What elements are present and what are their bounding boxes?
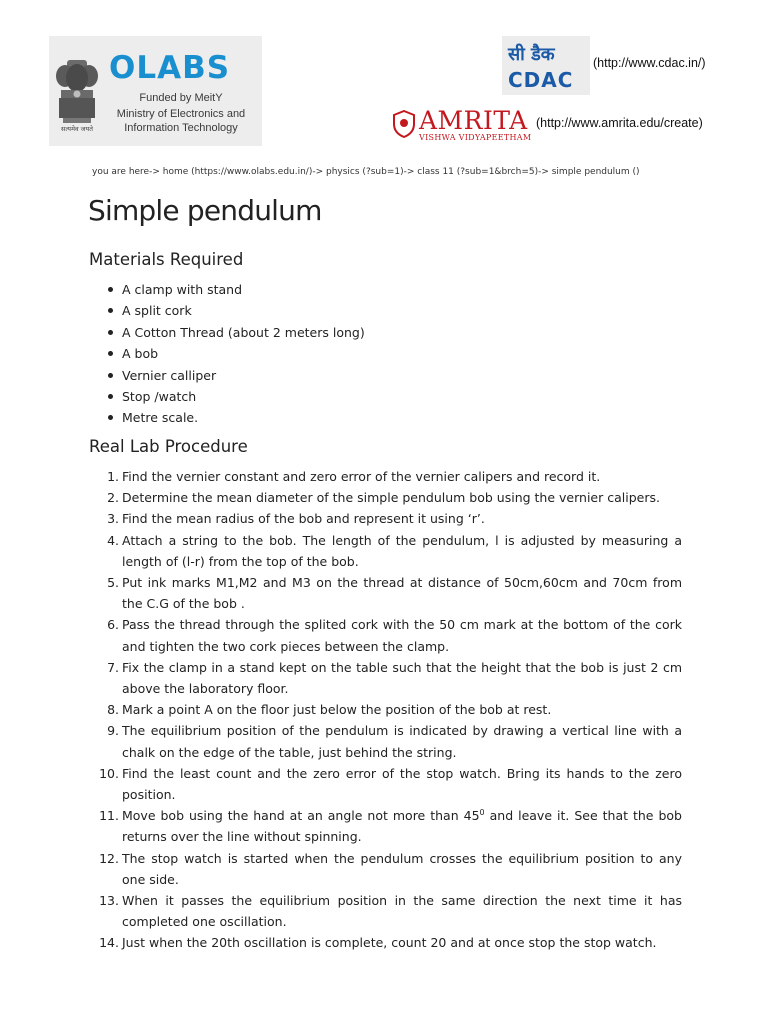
breadcrumb[interactable]: you are here-> home (https://www.olabs.edu.in/)-> physics (?sub=1)-> class 11 (?sub=1&brch=5)-> simple pendulum () bbox=[92, 167, 640, 177]
step-text: When it passes the equilibrium position in the same direction the next time it has completed one oscillation. bbox=[122, 893, 682, 930]
procedure-step bbox=[90, 508, 682, 529]
step-text: The equilibrium position of the pendulum is indicated by drawing a vertical line with a chalk on the edge of the table, just behind the string. bbox=[122, 723, 682, 760]
procedure-step bbox=[90, 572, 682, 614]
ministry-line-1: Ministry of Electronics and bbox=[116, 108, 246, 120]
procedure-step bbox=[90, 699, 682, 720]
step-text: Find the vernier constant and zero error of the vernier calipers and record it. bbox=[122, 469, 601, 484]
step-text: Fix the clamp in a stand kept on the table such that the height that the bob is just 2 cm above the laboratory floor. bbox=[122, 659, 682, 697]
step-number: 3. bbox=[107, 511, 119, 527]
cdac-latin-text: CDAC bbox=[508, 68, 574, 92]
amrita-name: AMRITA bbox=[419, 106, 528, 135]
materials-heading: Materials Required bbox=[89, 250, 244, 269]
step-text: Just when the 20th oscillation is complete, count 20 and at once stop the stop watch. bbox=[122, 935, 657, 951]
amrita-subtitle: VISHWA VIDYAPEETHAM bbox=[419, 133, 532, 142]
material-item: Stop /watch bbox=[90, 386, 365, 407]
step-text: The stop watch is started when the pendulum crosses the equilibrium position to any one side. bbox=[122, 850, 682, 887]
materials-list bbox=[90, 279, 365, 429]
step-number: 6. bbox=[107, 617, 119, 633]
procedure-step bbox=[90, 487, 682, 508]
material-item: A bob bbox=[90, 343, 365, 364]
cdac-link[interactable]: (http://www.cdac.in/) bbox=[593, 56, 706, 70]
procedure-step bbox=[90, 763, 682, 805]
procedure-heading: Real Lab Procedure bbox=[89, 437, 248, 456]
step-text: Find the least count and the zero error of the stop watch. Bring its hands to the zero position. bbox=[122, 765, 682, 803]
procedure-step bbox=[90, 848, 682, 890]
page-title: Simple pendulum bbox=[88, 194, 322, 227]
material-item: Metre scale. bbox=[90, 407, 365, 428]
step-number: 13. bbox=[99, 893, 119, 909]
amrita-seal-icon bbox=[392, 110, 416, 138]
material-item: Vernier calliper bbox=[90, 365, 365, 386]
step-text: Determine the mean diameter of the simple pendulum bob using the vernier calipers. bbox=[122, 490, 660, 506]
step-number: 2. bbox=[107, 490, 119, 506]
ministry-line-2: Information Technology bbox=[124, 122, 238, 134]
step-text: Mark a point A on the floor just below the position of the bob at rest. bbox=[122, 702, 552, 718]
step-number: 14. bbox=[99, 935, 119, 951]
step-number: 1. bbox=[107, 469, 119, 484]
procedure-step bbox=[90, 890, 682, 932]
step-number: 9. bbox=[107, 723, 119, 739]
procedure-step bbox=[90, 932, 682, 953]
step-number: 8. bbox=[107, 702, 119, 718]
material-item: A Cotton Thread (about 2 meters long) bbox=[90, 322, 365, 343]
funded-by-text: Funded by MeitY bbox=[139, 92, 223, 104]
procedure-step bbox=[90, 657, 682, 699]
procedure-step bbox=[90, 530, 682, 572]
material-item: A split cork bbox=[90, 300, 365, 321]
step-text: Put ink marks M1,M2 and M3 on the thread at distance of 50cm,60cm and 70cm from the C.G of the bob . bbox=[122, 575, 682, 612]
step-number: 11. bbox=[99, 808, 119, 824]
step-number: 7. bbox=[107, 659, 119, 675]
procedure-step bbox=[90, 720, 682, 762]
olabs-brand: OLABS bbox=[109, 50, 231, 86]
step-number: 12. bbox=[99, 850, 119, 866]
emblem-motto: सत्यमेव जयते bbox=[61, 125, 93, 133]
step-text: Attach a string to the bob. The length of the pendulum, l is adjusted by measuring a length of (l-r) from the top of the bob. bbox=[122, 532, 682, 569]
cdac-hindi-text: सी डैक bbox=[508, 44, 555, 65]
procedure-step bbox=[90, 614, 682, 656]
step-text: Move bob using the hand at an angle not more than 45 bbox=[122, 808, 480, 824]
cdac-logo[interactable] bbox=[502, 36, 590, 95]
procedure-step bbox=[90, 805, 682, 847]
step-text: Find the mean radius of the bob and represent it using ‘r’. bbox=[122, 511, 485, 527]
step-superscript: 0 bbox=[479, 808, 485, 818]
olabs-logo[interactable] bbox=[49, 36, 262, 146]
procedure-list bbox=[90, 466, 682, 954]
step-text-continued: and leave it. See that the bob returns over the line without spinning. bbox=[122, 808, 682, 845]
step-number: 5. bbox=[107, 575, 119, 591]
step-number: 10. bbox=[99, 765, 119, 781]
step-number: 4. bbox=[107, 532, 119, 548]
procedure-step bbox=[90, 466, 682, 487]
step-text: Pass the thread through the splited cork with the 50 cm mark at the bottom of the cork and tighten the two cork pieces between the clamp. bbox=[122, 617, 682, 654]
amrita-link[interactable]: (http://www.amrita.edu/create) bbox=[536, 116, 703, 130]
material-item: A clamp with stand bbox=[90, 279, 365, 300]
amrita-logo[interactable] bbox=[392, 108, 532, 144]
